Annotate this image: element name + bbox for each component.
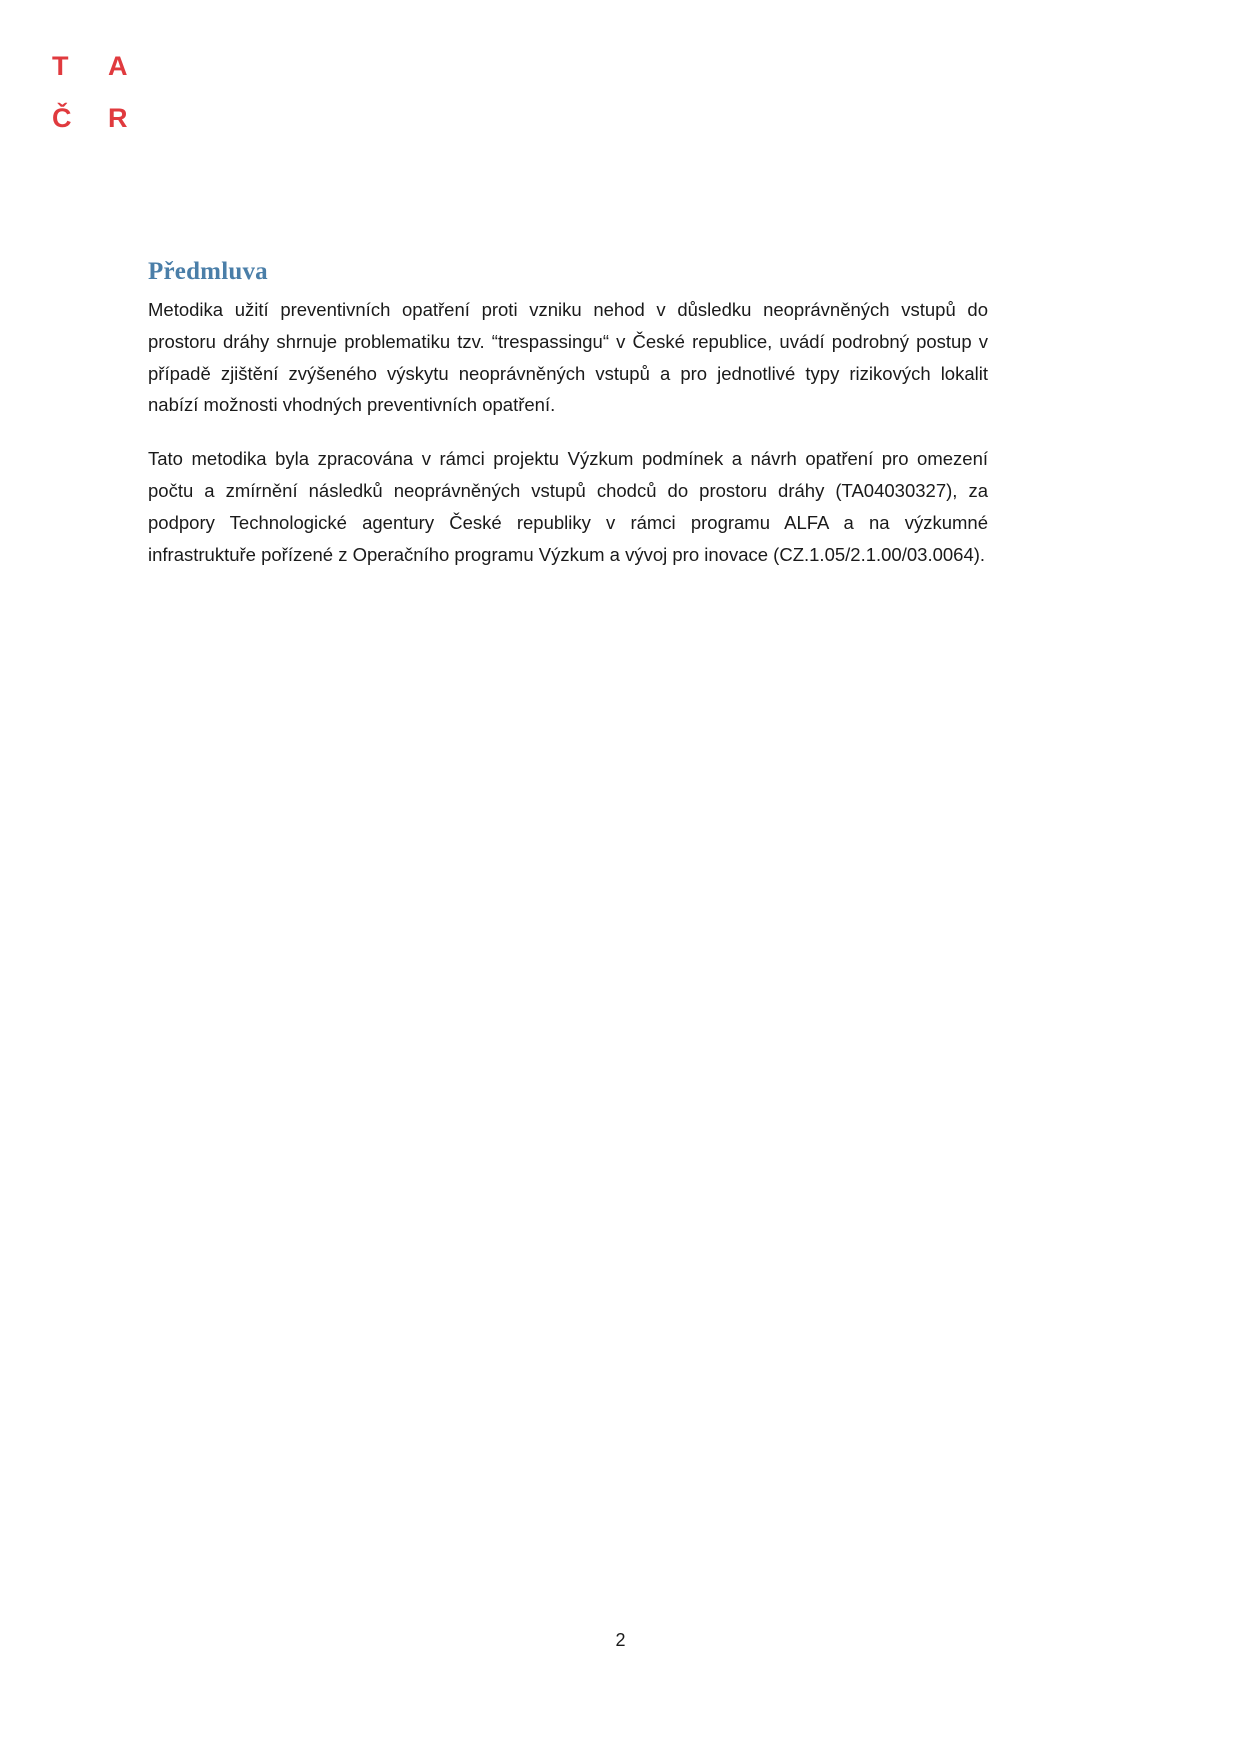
page-number: 2 <box>615 1630 626 1650</box>
logo-letter-t: T <box>52 51 69 81</box>
logo-letter-a: A <box>108 51 128 81</box>
tacr-logo <box>52 40 172 150</box>
logo-letter-r: R <box>108 103 128 133</box>
paragraph-2: Tato metodika byla zpracována v rámci projektu Výzkum podmínek a návrh opatření pro omezení počtu a zmírnění následků neoprávněných vstupů chodců do prostoru dráhy (TA04030327), za podpory Technologické agentury České republiky v rámci programu ALFA a na výzkumné infrastruktuře pořízené z Operačního programu Výzkum a vývoj pro inovace (CZ.1.05/2.1.00/03.0064). <box>148 448 988 565</box>
logo-letter-grid <box>52 40 172 144</box>
page-title: Předmluva <box>148 258 268 285</box>
paragraph-1: Metodika užití preventivních opatření proti vzniku nehod v důsledku neoprávněných vstupů do prostoru dráhy shrnuje problematiku tzv. “trespassingu“ v České republice, uvádí podrobný postup v případě zjištění zvýšeného výskytu neoprávněných vstupů a pro jednotlivé typy rizikových lokalit nabízí možnosti vhodných preventivních opatření. <box>148 299 988 416</box>
logo-letter-c-caron: Č <box>52 103 72 133</box>
document-body <box>148 258 988 571</box>
